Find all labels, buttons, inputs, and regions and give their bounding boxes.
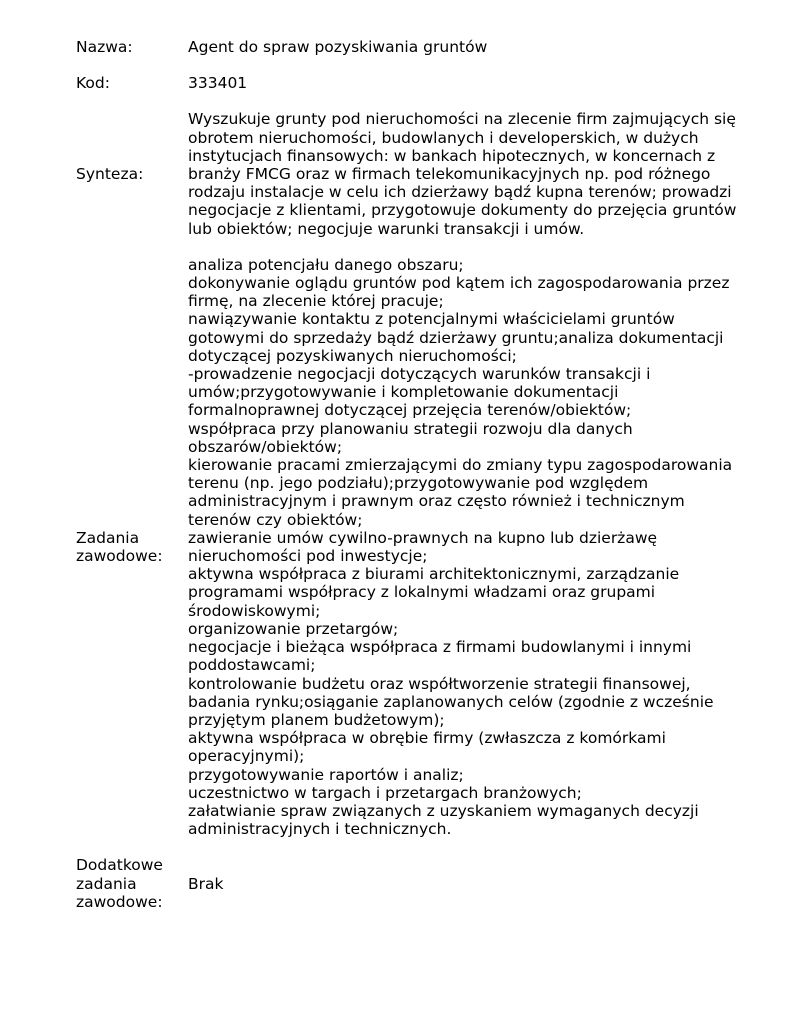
document [76,38,756,929]
field-synteza [76,110,756,237]
field-value-zadania [188,256,748,839]
task-item: negocjacje i bieżąca współpraca z firmami budowlanymi i innymi poddostawcami; [188,638,692,675]
task-item: -prowadzenie negocjacji dotyczących warunków transakcji i umów;przygotowywanie i kompletowanie dokumentacji formalnoprawnej dotyczącej przejęcia terenów/obiektów; [188,365,651,420]
task-item: uczestnictwo w targach i przetargach branżowych; [188,783,582,802]
task-item: załatwianie spraw związanych z uzyskaniem wymaganych decyzji administracyjnych i technicznych. [188,801,699,839]
field-label-nazwa: Nazwa: [76,38,133,56]
field-label-synteza: Synteza: [76,165,144,184]
task-item: kontrolowanie budżetu oraz współtworzenie strategii finansowej, badania rynku;osiąganie zaplanowanych celów (zgodnie z wcześnie przyjętym planem budżetowym); [188,674,714,729]
field-nazwa [76,38,756,56]
task-item: nawiązywanie kontaktu z potencjalnymi właścicielami gruntów gotowymi do sprzedaży bądź dzierżawy gruntu;analiza dokumentacji dotyczącej pozyskiwanych nieruchomości; [188,310,724,365]
field-label-zadania-line1: Zadania [76,528,140,547]
field-label-kod: Kod: [76,74,110,93]
task-item: aktywna współpraca w obrębie firmy (zwłaszcza z komórkami operacyjnymi); [188,729,666,766]
field-value-kod: 333401 [188,74,248,93]
field-label-zadania [76,529,188,565]
task-item: organizowanie przetargów; [188,619,399,638]
field-label-dodatkowe-line3: zawodowe: [76,892,163,911]
field-value-synteza: Wyszukuje grunty pod nieruchomości na zlecenie firm zajmujących się obrotem nieruchomości, budowlanych i developerskich, w dużych instytucjach finansowych: w bankach hipotecznych, w koncernach z branży FMCG oraz w firmach telekomunikacyjnych np. pod różnego rodzaju instalacje w celu ich dzierżawy bądź kupna terenów; prowadzi negocjacje z klientami, przygotowuje dokumenty do przejęcia gruntów lub obiektów; negocjuje warunki transakcji i umów. [188,110,737,238]
task-item: zawieranie umów cywilno-prawnych na kupno lub dzierżawę nieruchomości pod inwestycje; [188,528,658,566]
task-item: kierowanie pracami zmierzającymi do zmiany typu zagospodarowania terenu (np. jego podziału);przygotowywanie pod względem administracyjnym i prawnym oraz często również i technicznym terenów czy obiektów; [188,456,733,529]
task-item: przygotowywanie raportów i analiz; [188,765,464,784]
field-label-dodatkowe-line2: zadania [76,874,137,893]
field-zadania [76,256,756,839]
task-item: dokonywanie oglądu gruntów pod kątem ich zagospodarowania przez firmę, na zlecenie której pracuje; [188,274,730,311]
task-item: analiza potencjału danego obszaru; [188,255,464,274]
field-label-zadania-line2: zawodowe: [76,547,163,566]
field-value-nazwa: Agent do spraw pozyskiwania gruntów [188,38,488,56]
field-kod [76,74,756,92]
field-value-dodatkowe: Brak [188,874,224,893]
task-item: współpraca przy planowaniu strategii rozwoju dla danych obszarów/obiektów; [188,419,633,456]
field-label-dodatkowe-line1: Dodatkowe [76,856,163,875]
task-item: aktywna współpraca z biurami architektonicznymi, zarządzanie programami współpracy z lokalnymi władzami oraz grupami środowiskowymi; [188,565,680,620]
field-dodatkowe [76,856,756,911]
field-label-dodatkowe [76,856,188,911]
